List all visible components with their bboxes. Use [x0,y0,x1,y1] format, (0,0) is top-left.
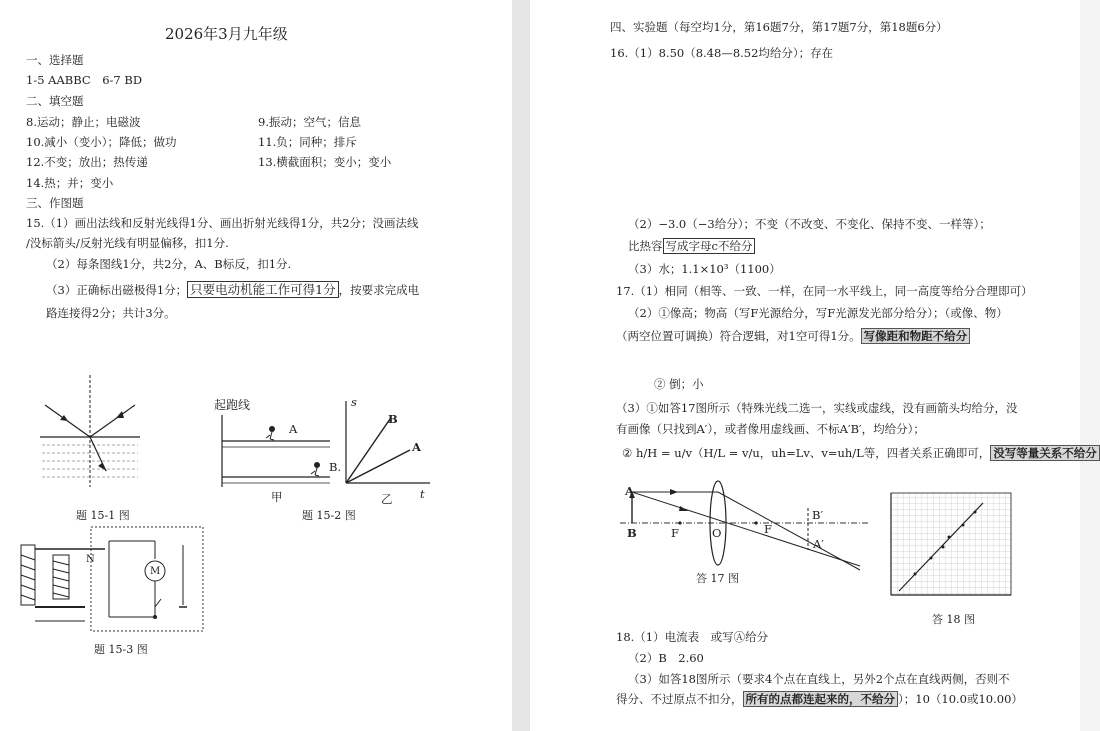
label-jia: 甲 [271,490,283,504]
highlight-note: 没写等量关系不给分 [990,445,1100,461]
t-axis-label: t [420,487,425,501]
refracted-ray [718,492,860,570]
ray-arrow [670,489,678,495]
answer-17-3a: （3）①如答17图所示（特殊光线二选一，实线或虚线，没有画箭头均给分，没 [616,401,1018,415]
highlight-note: 所有的点都连起来的，不给分 [743,691,899,707]
answer-16-3: （3）水；1.1×10³（1100） [628,262,781,276]
section-choice: 一、选择题 [26,53,84,67]
answer-15-3a-post: ，按要求完成电 [338,283,420,297]
answer-18-3b-post: ）；10（10.0或10.00） [898,692,1023,706]
junction-dot [153,615,157,619]
line-a-label: A [412,440,421,454]
answer-15-3b: 路连接得2分；共计3分。 [46,306,176,320]
answer-15-3a-pre: （3）正确标出磁极得1分； [46,283,188,297]
motor-label: M [150,566,161,577]
answer-17-3b: 有画像（只找到A′），或者像用虚线画、不标A′B′，均给分）； [616,422,925,436]
figure-18-graph [885,473,1025,603]
figure-15-3 [15,525,205,635]
s-axis-label: s [351,395,357,409]
label-a: A [625,484,634,498]
answer-18-2: （2）B 2.60 [628,651,704,665]
runner-a [269,426,275,432]
answer-17-3c-pre: ② h/H = u/v（H/L = v/u，uh=Lv、v=uh/L等，四者关系正确即可， [622,446,991,460]
spring-coils [21,555,35,600]
runner-b-label: B. [329,460,342,474]
electromagnet-coil [53,561,69,597]
answer-16-1: 16.（1）8.50（8.48—8.52均给分）；存在 [610,46,834,60]
switch-symbol [155,599,161,607]
choice-answers: 1-5 AABBC 6-7 BD [26,73,143,87]
dashed-box [91,527,203,631]
answer-18-3a: （3）如答18图所示（要求4个点在直线上，另外2个点在直线两侧，否则不 [628,672,1010,686]
caption-15-2: 题 15-2 图 [302,509,356,522]
left-page [0,0,512,731]
runner-a-body [266,432,274,440]
answer-17-1: 17.（1）相同（相等、一致、一样，在同一水平线上，同一高度等给分合理即可） [616,284,1033,298]
section-fill: 二、填空题 [26,94,84,108]
focal-point-left [678,521,681,524]
center-ray-arrow [679,506,688,511]
boxed-note: 写成字母c不给分 [663,238,756,254]
answer-16-2b-pre: 比热容 [628,239,663,253]
reflected-ray [90,405,135,437]
caption-18: 答 18 图 [932,613,975,626]
caption-17: 答 17 图 [696,572,739,585]
answer-15-1a: 15.（1）画出法线和反射光线得1分、画出折射光线得1分，共2分；没画法线 [26,216,419,230]
caption-15-3: 题 15-3 图 [94,643,148,656]
figure-17 [620,478,870,578]
runner-b [314,462,320,468]
label-f-right: F [764,522,772,536]
label-o: O [712,526,722,540]
answer-17-2b [616,329,970,343]
right-page [530,0,1097,731]
answer-9: 9.振动；空气；信息 [258,115,361,129]
answer-10: 10.减小（变小）；降低；做功 [26,135,177,149]
label-b: B [627,526,637,540]
answer-18-1: 18.（1）电流表 或写Ⓐ给分 [616,630,769,644]
answer-14: 14.热；并；变小 [26,176,114,190]
answer-18-3b-pre: 得分、不过原点不扣分， [616,692,743,706]
graph-line-b [346,419,390,483]
figure-15-2 [220,395,435,505]
graph-line-a [346,450,410,483]
answer-18-3b [616,692,1023,706]
answer-17-2: （2）①像高；物高（写F光源给分，写F光源发光部分给分）；（或像、物） [628,306,1008,320]
figure-15-1 [40,375,140,490]
answer-17-2c: ② 倒；小 [654,377,704,391]
boxed-note: 只要电动机能工作可得1分 [187,281,338,298]
label-b-prime: B′ [812,508,824,522]
caption-15-1: 题 15-1 图 [76,509,130,522]
center-ray [632,492,860,566]
reflected-arrow [116,411,124,418]
section-drawing: 三、作图题 [26,196,84,210]
label-yi: 乙 [381,492,393,506]
highlight-note: 写像距和物距不给分 [861,328,971,344]
runner-b-body [311,468,319,476]
answer-15-2: （2）每条图线1分，共2分，A、B标反，扣1分. [46,257,292,271]
answer-17-3c [622,446,1100,460]
incident-ray [45,405,90,437]
answer-15-1b: /没标箭头/反射光线有明显偏移，扣1分. [26,236,229,250]
page-gutter [512,0,530,731]
label-f-left: F [671,526,679,540]
runner-a-label: A [289,422,298,436]
answer-12: 12.不变；放出；热传递 [26,155,148,169]
page-title: 2026年3月九年级 [165,25,288,43]
answer-16-2b [628,239,755,253]
answer-8: 8.运动；静止；电磁波 [26,115,141,129]
focal-point-right [754,521,757,524]
start-line-label: 起跑线 [214,398,251,412]
answer-17-2b-pre: （两空位置可调换）符合逻辑，对1空可得1分。 [616,329,861,343]
label-a-prime: A′ [813,537,824,551]
pole-n-label: N [86,554,95,565]
line-b-label: B [388,412,398,426]
section-experiment: 四、实验题（每空均1分，第16题7分，第17题7分，第18题6分） [610,20,948,34]
answer-13: 13.横截面积；变小；变小 [258,155,392,169]
answer-11: 11.负；同种；排斥 [258,135,357,149]
answer-16-2: （2）−3.0（−3给分）；不变（不改变、不变化、保持不变、一样等）； [628,217,991,231]
answer-15-3a [46,283,419,297]
